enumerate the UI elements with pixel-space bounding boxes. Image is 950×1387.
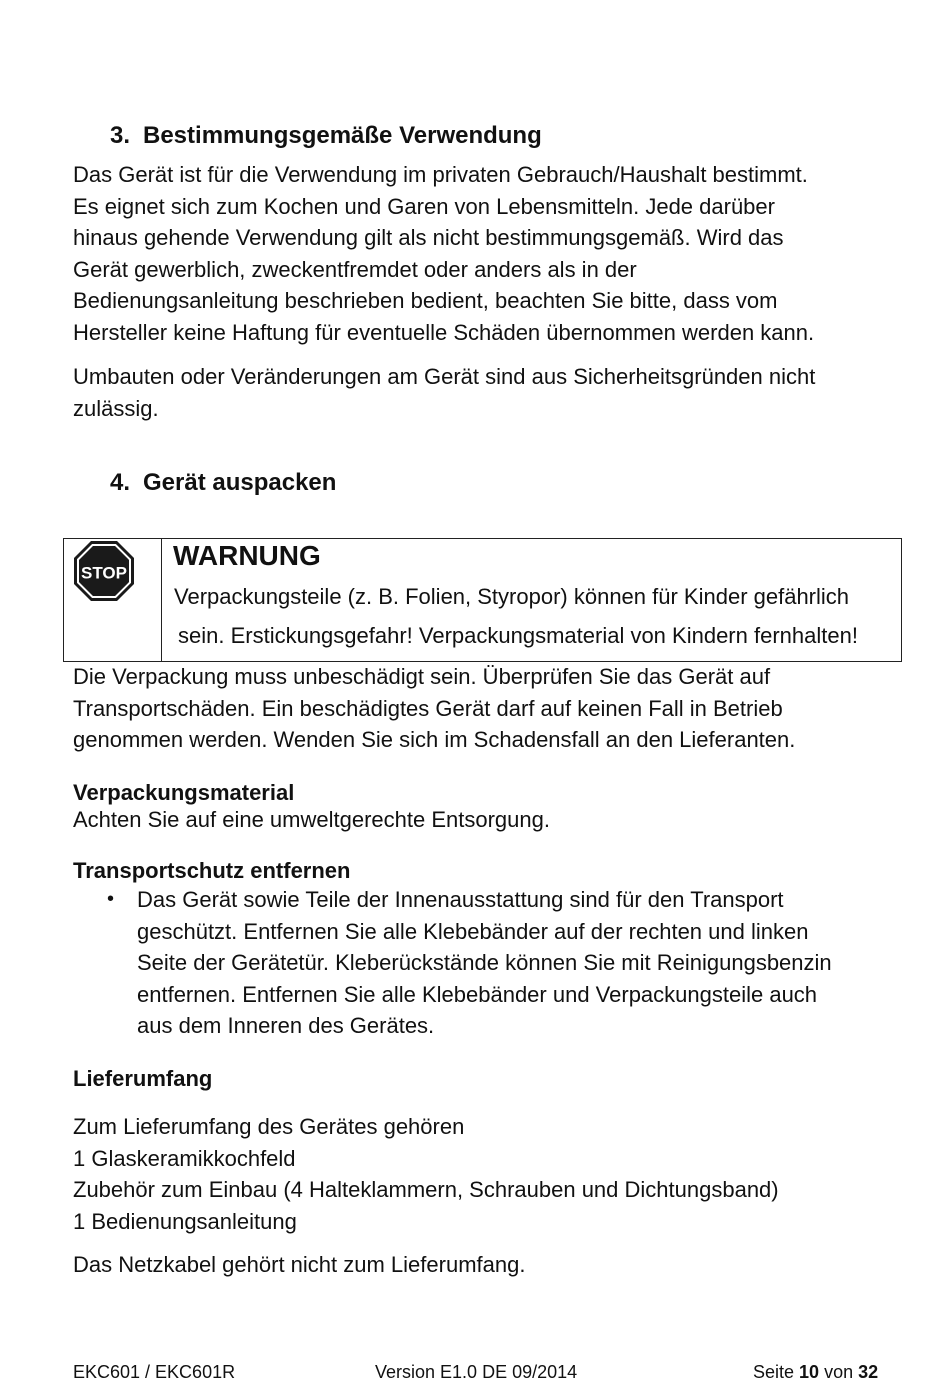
- text-line: Transportschäden. Ein beschädigtes Gerät darf auf keinen Fall in Betrieb: [73, 695, 783, 721]
- page-mid: von: [819, 1362, 859, 1382]
- packaging-text: Achten Sie auf eine umweltgerechte Entsorgung.: [73, 807, 550, 832]
- section-3-number: 3.: [110, 122, 131, 149]
- section-3-heading: [110, 121, 542, 151]
- page-total: 32: [858, 1362, 879, 1382]
- transport-bullet-text: [137, 884, 832, 1042]
- scope-subheading: Lieferumfang: [73, 1066, 213, 1091]
- text-line: Die Verpackung muss unbeschädigt sein. Überprüfen Sie das Gerät auf: [73, 664, 771, 689]
- text-line: Zum Lieferumfang des Gerätes gehören: [73, 1114, 465, 1139]
- footer-model: EKC601 / EKC601R: [73, 1362, 236, 1382]
- footer-page-number: [753, 1361, 878, 1383]
- section-4-paragraph: [73, 661, 795, 756]
- stop-sign-icon: [72, 539, 136, 603]
- text-line: zulässig.: [73, 395, 159, 421]
- text-line: Das Gerät sowie Teile der Innenausstattung sind für den Transport: [137, 887, 784, 912]
- footer-version: Version E1.0 DE 09/2014: [375, 1362, 578, 1382]
- warning-line-2: sein. Erstickungsgefahr! Verpackungsmaterial von Kindern fernhalten!: [178, 623, 858, 648]
- scope-note: Das Netzkabel gehört nicht zum Lieferumfang.: [73, 1252, 526, 1277]
- text-line: Das Gerät ist für die Verwendung im privaten Gebrauch/Haushalt bestimmt.: [73, 162, 808, 187]
- section-4-title: Gerät auspacken: [143, 469, 337, 496]
- page-current: 10: [799, 1362, 820, 1382]
- bullet-icon: •: [107, 888, 115, 910]
- section-4-number: 4.: [110, 469, 131, 496]
- stop-sign-text: STOP: [81, 563, 127, 583]
- text-line: 1 Glaskeramikkochfeld: [73, 1145, 296, 1171]
- warning-divider: [161, 539, 162, 661]
- text-line: hinaus gehende Verwendung gilt als nicht bestimmungsgemäß. Wird das: [73, 225, 784, 251]
- text-line: 1 Bedienungsanleitung: [73, 1208, 297, 1234]
- warning-line-1: Verpackungsteile (z. B. Folien, Styropor) können für Kinder gefährlich: [174, 584, 850, 609]
- text-line: genommen werden. Wenden Sie sich im Schadensfall an den Lieferanten.: [73, 727, 796, 753]
- text-line: Seite der Gerätetür. Kleberückstände können Sie mit Reinigungsbenzin: [137, 950, 832, 976]
- warning-box: [63, 538, 902, 662]
- section-3-paragraph-2: [73, 361, 815, 424]
- text-line: geschützt. Entfernen Sie alle Klebebänder auf der rechten und linken: [137, 918, 809, 944]
- text-line: entfernen. Entfernen Sie alle Klebebänder und Verpackungsteile auch: [137, 981, 818, 1007]
- scope-list: [73, 1111, 779, 1237]
- warning-title: WARNUNG: [173, 540, 321, 571]
- text-line: Bedienungsanleitung beschrieben bedient, beachten Sie bitte, dass vom: [73, 288, 778, 314]
- text-line: aus dem Inneren des Gerätes.: [137, 1013, 435, 1039]
- packaging-subheading: Verpackungsmaterial: [73, 780, 295, 805]
- text-line: Hersteller keine Haftung für eventuelle Schäden übernommen werden kann.: [73, 319, 815, 345]
- section-3-title: Bestimmungsgemäße Verwendung: [143, 122, 542, 149]
- section-3-paragraph-1: [73, 159, 814, 349]
- text-line: Zubehör zum Einbau (4 Halteklammern, Schrauben und Dichtungsband): [73, 1177, 779, 1203]
- page-prefix: Seite: [753, 1362, 800, 1382]
- text-line: Umbauten oder Veränderungen am Gerät sind aus Sicherheitsgründen nicht: [73, 364, 816, 389]
- section-4-heading: [110, 468, 336, 498]
- transport-subheading: Transportschutz entfernen: [73, 858, 351, 883]
- text-line: Es eignet sich zum Kochen und Garen von Lebensmitteln. Jede darüber: [73, 193, 775, 219]
- text-line: Gerät gewerblich, zweckentfremdet oder anders als in der: [73, 256, 637, 282]
